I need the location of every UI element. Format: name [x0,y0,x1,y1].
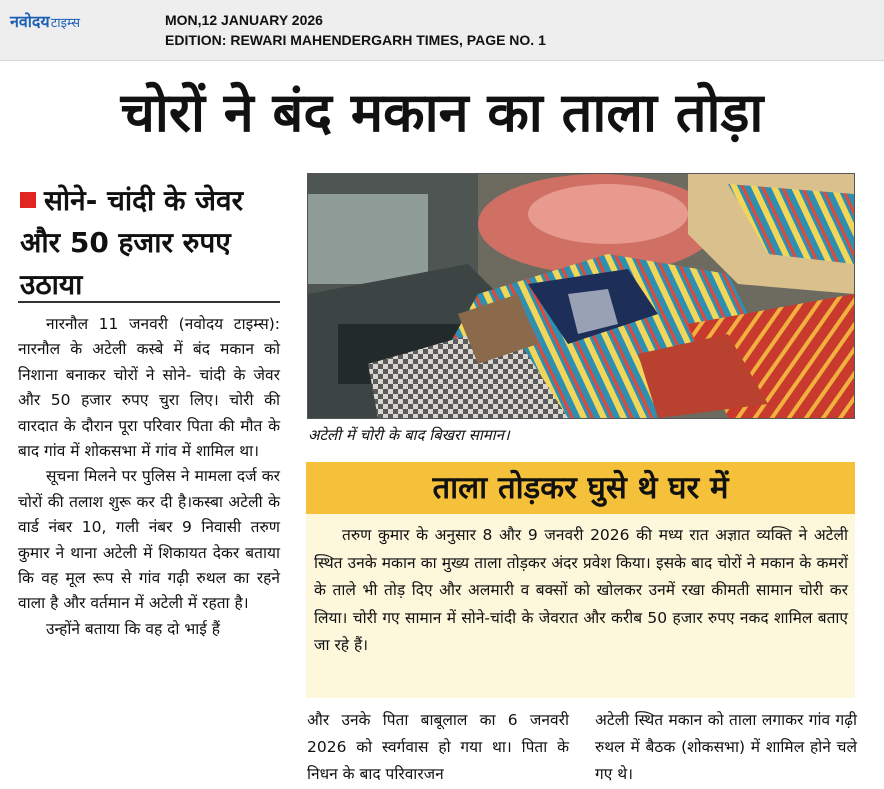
highlight-box [306,462,855,698]
article-subheadline [20,180,286,306]
logo-sub-text: टाइम्स [50,16,81,31]
paragraph: सूचना मिलने पर पुलिस ने मामला दर्ज कर चोरों की तलाश शुरू कर दी है।कस्बा अटेली के वार्ड नंबर 10, गली नंबर 9 निवासी तरुण कुमार ने थाना अटेली में शिकायत देकर बताया कि वह मूल रूप से गांव गढ़ी रुथल का रहने वाला है और वर्तमान में अटेली में रहता है। [18,467,280,613]
subheadline-text: सोने- चांदी के जेवर और 50 हजार रुपए उठाया [20,184,244,301]
logo-main-text: नवोदय [10,12,50,31]
box-title: ताला तोड़कर घुसे थे घर में [306,462,855,514]
newspaper-logo[interactable] [10,10,80,32]
left-column-text [18,312,280,642]
right-column-text [595,707,857,788]
box-body [314,522,848,660]
paragraph: और उनके पिता बाबूलाल का 6 जनवरी 2026 को स्वर्गवास हो गया था। पिता के निधन के बाद परिवारजन [307,711,569,783]
edition-info [165,10,546,50]
paragraph: नारनौल 11 जनवरी (नवोदय टाइम्स): नारनौल के अटेली कस्बे में बंद मकान को निशाना बनाकर चोरों ने सोने- चांदी के जेवर और 50 हजार रुपए चुरा लिए। चोरी की वारदात के दौरान पूरा परिवार पिता की मौत के बाद गांव में शोकसभा में गांव में शामिल था। [18,315,280,461]
paragraph: अटेली स्थित मकान को ताला लगाकर गांव गढ़ी रुथल में बैठक (शोकसभा) में शामिल होने चले गए थे। [595,711,857,783]
edition-line: EDITION: REWARI MAHENDERGARH TIMES, PAGE NO. 1 [165,32,546,48]
article-headline: चोरों ने बंद मकान का ताला तोड़ा [120,81,764,144]
photo-caption: अटेली में चोरी के बाद बिखरा सामान। [308,426,510,444]
divider [18,301,280,303]
red-bullet-icon [20,192,36,208]
paragraph: तरुण कुमार के अनुसार 8 और 9 जनवरी 2026 की मध्य रात अज्ञात व्यक्ति ने अटेली स्थित उनके मकान का मुख्य ताला तोड़कर अंदर प्रवेश किया। इसके बाद चोरों ने मकान के कमरों के ताले भी तोड़ दिए और अलमारी व बक्सों को खोलकर उनमें रखा कीमती सामान चोरी कर लिया। चोरी गए सामान में सोने-चांदी के जेवरात और करीब 50 हजार रुपए नकद शामिल बताए जा रहे हैं। [314,526,848,655]
paragraph: उन्होंने बताया कि वह दो भाई हैं [46,619,221,638]
scattered-belongings-image [308,174,854,418]
masthead-bar [0,0,884,61]
middle-column-text [307,707,569,788]
article-photo [307,173,855,419]
date-line: MON,12 JANUARY 2026 [165,12,323,28]
